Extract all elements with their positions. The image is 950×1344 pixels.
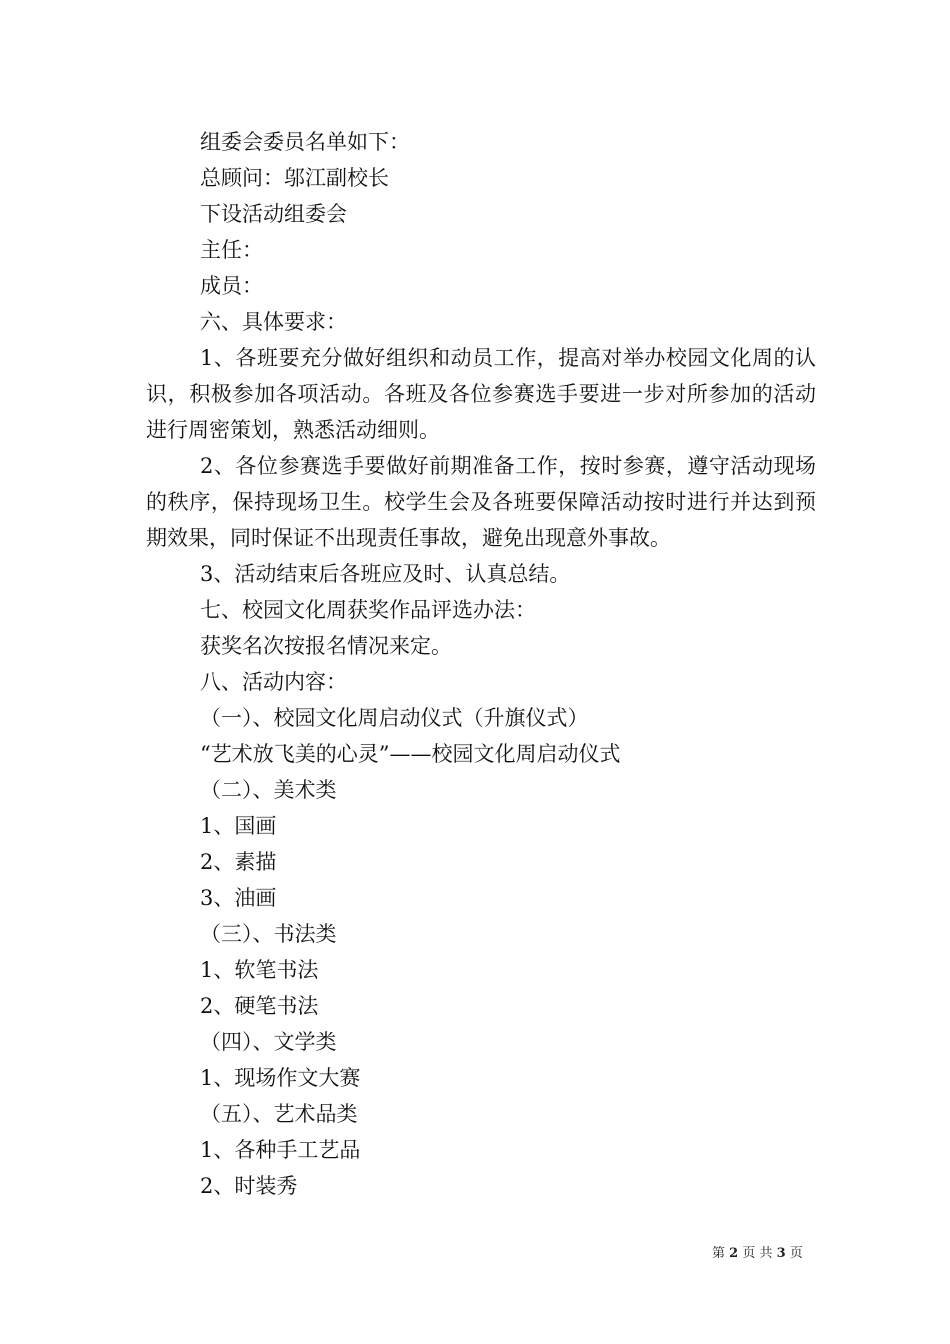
subsection-artworks: （五）、艺术品类 [200,1102,358,1126]
award-ranking-line: 获奖名次按报名情况来定。 [200,634,452,658]
list-item: 2、时装秀 [200,1174,298,1198]
subsection-fine-arts: （二）、美术类 [200,778,337,802]
page-number-footer [712,1245,803,1263]
list-item: 1、国画 [200,814,277,838]
section-heading-activity-content: 八、活动内容： [200,670,347,694]
chief-advisor-line: 总顾问：邬江副校长 [200,166,389,190]
footer-prefix: 第 [712,1246,726,1261]
list-item: 1、现场作文大赛 [200,1066,361,1090]
section-heading-award-selection: 七、校园文化周获奖作品评选办法： [200,598,536,622]
requirement-paragraph-1: 1、各班要充分做好组织和动员工作，提高对举办校园文化周的认识，积极参加各项活动。各班及各位参赛选手要进一步对所参加的活动进行周密策划，熟悉活动细则。 [146,346,816,442]
list-item: 2、素描 [200,850,277,874]
list-item: 3、油画 [200,886,277,910]
subsection-calligraphy: （三）、书法类 [200,922,337,946]
footer-middle: 页 共 [742,1246,773,1261]
total-page-number: 3 [776,1246,786,1261]
list-item: 1、软笔书法 [200,958,319,982]
requirement-paragraph-2: 2、各位参赛选手要做好前期准备工作，按时参赛，遵守活动现场的秩序，保持现场卫生。校学生会及各班要保障活动按时进行并达到预期效果，同时保证不出现责任事故，避免出现意外事故。 [146,454,816,550]
footer-suffix: 页 [789,1246,803,1261]
opening-ceremony-theme: “艺术放飞美的心灵”——校园文化周启动仪式 [200,742,621,766]
director-line: 主任： [200,238,263,262]
list-item: 1、各种手工艺品 [200,1138,361,1162]
current-page-number: 2 [729,1246,739,1261]
section-heading-requirements: 六、具体要求： [200,310,347,334]
list-item: 2、硬笔书法 [200,994,319,1018]
organizing-committee-line: 下设活动组委会 [200,202,347,226]
subsection-literature: （四）、文学类 [200,1030,337,1054]
subsection-opening-ceremony: （一）、校园文化周启动仪式（升旗仪式） [200,706,589,730]
requirement-line-3: 3、活动结束后各班应及时、认真总结。 [200,562,571,586]
members-line: 成员： [200,274,263,298]
committee-list-heading: 组委会委员名单如下： [200,130,410,154]
